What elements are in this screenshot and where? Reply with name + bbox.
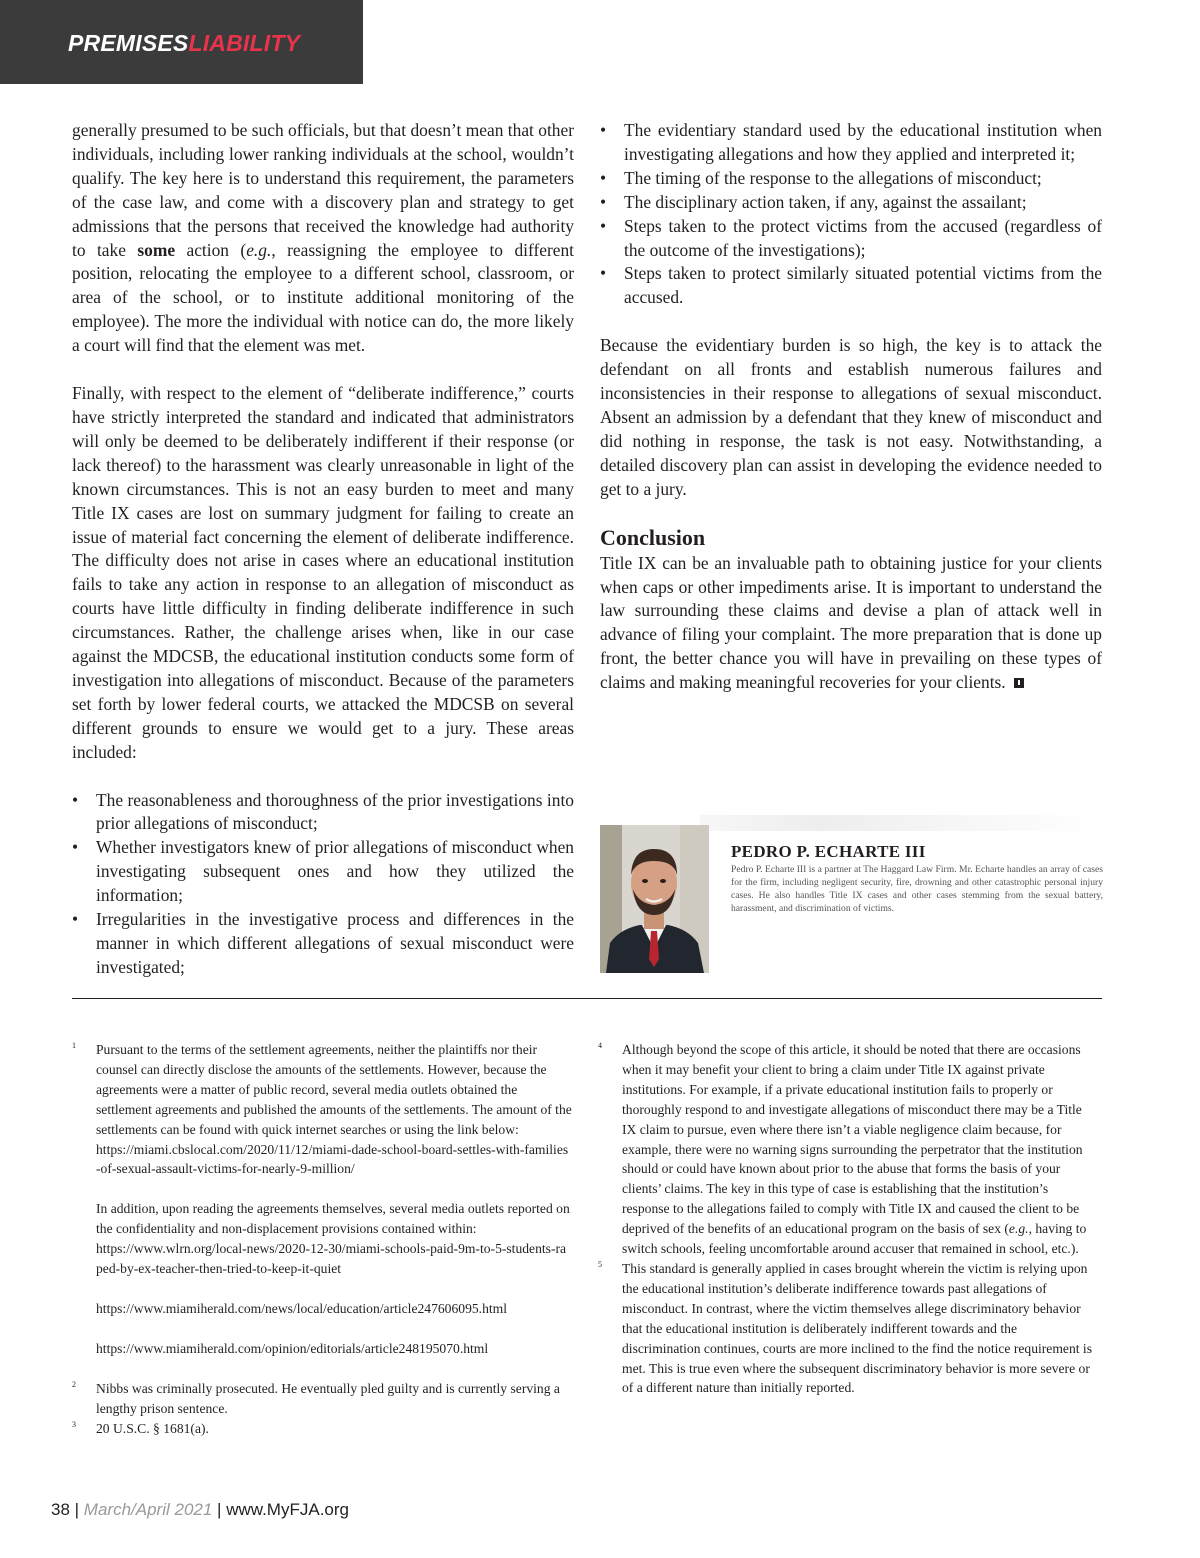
right-column [600,119,1102,695]
footnote-1: 1 Pursuant to the terms of the settlement agreements, neither the plaintiffs nor their counsel can directly disclose the amounts of the settlements. However, because the agreements were a matter of public record, several media outlets obtained the settlement agreements and published the amounts of the settlements. The amount of the settlements can be found with quick internet searches or using the link below: https://miami.cbslocal.com/2020/11/12/miami-dade-school-board-settles-with-families-of-sexual-assault-victims-for-nearly-9-million/ In addition, upon reading the agreements themselves, several media outlets reported on the confidentiality and non-displacement provisions contained within: https://www.wlrn.org/local-news/2020-12-30/miami-schools-paid-9m-to-5-students-raped-by-ex-teacher-then-tried-to-keep-it-quiet https://www.miamiherald.com/news/local/education/article247606095.html https://www.miamiherald.com/opinion/editorials/article248195070.html [72,1040,572,1359]
footnote-2: 2 Nibbs was criminally prosecuted. He eventually pled guilty and is currently serving a lengthy prison sentence. [72,1379,560,1416]
header-bar [0,0,363,84]
list-item: • The timing of the response to the allegations of misconduct; [600,167,1102,191]
footnote-link[interactable]: https://miami.cbslocal.com/2020/11/12/miami-dade-school-board-settles-with-families-of-sexual-assault-victims-for-nearly-9-million/ [96,1141,569,1177]
list-item: • Steps taken to protect similarly situated potential victims from the accused. [600,262,1102,310]
list-item: • The reasonableness and thoroughness of the prior investigations into prior allegations of misconduct; [72,789,574,837]
footnotes-left [72,1040,572,1439]
footnote-number: 3 [72,1419,76,1429]
end-of-article-icon [1014,678,1024,688]
conclusion-heading: Conclusion [600,524,706,550]
author-description: Pedro P. Echarte III is a partner at The Haggard Law Firm. Mr. Echarte handles an array of cases for the firm, including negligent security, fire, drowning and other catastrophic personal injury cases. He also handles Title IX cases and other cases stemming from the sexual battery, harassment, and discrimination of victims. [731,864,1103,914]
footnote-number: 1 [72,1041,76,1050]
footnote-link[interactable]: https://www.miamiherald.com/opinion/editorials/article248195070.html [96,1340,489,1356]
website-link[interactable]: www.MyFJA.org [226,1500,349,1519]
conclusion-paragraph: Title IX can be an invaluable path to obtaining justice for your clients when caps or other impediments arise. It is important to understand the law surrounding these claims and devise a plan of attack well in advance of filing your complaint. The more preparation that is done up front, the better chance you will have in prevailing on these types of claims and making meaningful recoveries for your clients. [600,552,1102,693]
section-title: PREMISESLIABILITY [68,30,301,56]
footnote-link[interactable]: https://www.miamiherald.com/news/local/education/article247606095.html [96,1300,507,1316]
author-photo [600,825,709,973]
list-item: • Irregularities in the investigative process and differences in the manner in which different allegations of sexual misconduct were investigated; [72,908,574,980]
list-item: • Steps taken to the protect victims from the accused (regardless of the outcome of the investigations); [600,215,1102,263]
left-paragraph-1: generally presumed to be such officials, but that doesn’t mean that other individuals, including lower ranking individuals at the school, wouldn’t qualify. The key here is to understand this requirement, the parameters of the case law, and come with a discovery plan and strategy to get admissions that the persons that received the knowledge had authority to take some action (e.g., reassigning the employee to different position, relocating the employee to a different school, classroom, or area of the school, or to institute additional monitoring of the employee). The more the individual with notice can do, the more likely a court will find that the element was met. [72,120,574,356]
list-item: • The evidentiary standard used by the educational institution when investigating allegations and how they applied and interpreted it; [600,119,1102,167]
right-paragraph-1: Because the evidentiary burden is so high, the key is to attack the defendant on all fronts and establish numerous failures and inconsistencies in their response to allegations of sexual misconduct. Absent an admission by a defendant that they knew of misconduct and did nothing in response, the task is not easy. Notwithstanding, a detailed discovery plan can assist in developing the evidence needed to get to a jury. [600,335,1102,499]
footnote-number: 5 [598,1259,602,1269]
author-bio [600,815,1102,975]
page-number: 38 [51,1500,70,1519]
page-footer: 38 | March/April 2021 | www.MyFJA.org [51,1500,349,1519]
issue-date: March/April 2021 [83,1500,213,1519]
footnote-link[interactable]: https://www.wlrn.org/local-news/2020-12-30/miami-schools-paid-9m-to-5-students-raped-by-ex-teacher-then-tried-to-keep-it-quiet [96,1241,567,1277]
footnote-number: 2 [72,1379,76,1389]
footnotes-right [598,1040,1098,1398]
author-name: PEDRO P. ECHARTE III [731,842,926,861]
list-item: • Whether investigators knew of prior allegations of misconduct when investigating subsequent ones and how they utilized the information; [72,836,574,908]
left-column [72,119,574,980]
footnote-3: 3 20 U.S.C. § 1681(a). [72,1419,209,1436]
right-bullet-list [600,119,1102,310]
left-paragraph-2: Finally, with respect to the element of “deliberate indifference,” courts have strictly interpreted the standard and indicated that administrators will only be deemed to be deliberately indifferent if their response (or lack thereof) to the harassment was clearly unreasonable in light of the known circumstances. This is not an easy burden to meet and many Title IX cases are lost on summary judgment for failing to create an issue of material fact concerning the element of deliberate indifference. The difficulty does not arise in cases where an educational institution fails to take any action in response to an allegation of misconduct as courts have little difficulty in finding deliberate indifference in such circumstances. Rather, the challenge arises when, like in our case against the MDCSB, the educational institution conducts some form of investigation into allegations of misconduct. Because of the parameters set forth by lower federal courts, we attacked the MDCSB on several different grounds to ensure we would get to a jury. These areas included: [72,383,574,762]
footnote-number: 4 [598,1041,602,1050]
footnote-divider [72,998,1102,999]
footnote-5: 5 This standard is generally applied in cases brought wherein the victim is relying upon the educational institution’s deliberate indifference towards past allegations of misconduct. In contrast, where the victim themselves allege discriminatory behavior that the educational institution is deliberately indifferent towards and the discrimination continues, courts are more inclined to the find the notice requirement is met. This is true even where the subsequent discriminatory behavior is more severe or of a different nature than initially reported. [598,1259,1092,1396]
bio-band [700,815,1102,831]
footnote-4: 4 Although beyond the scope of this article, it should be noted that there are occasions when it may benefit your client to bring a claim under Title IX against private institutions. For example, if a private educational institution fails to properly or thoroughly respond to and investigate allegations of misconduct there may be a Title IX claim to pursue, even where there isn’t a viable negligence claim because, for example, there were no warning signs surrounding the perpetrator that the institution should or could have known about prior to the abuse that forms the basis of your clients’ claims. The key in this type of case is establishing that the institution’s response to the allegations failed to comply with Title IX and caused the client to be deprived of the benefits of an educational program on the basis of sex (e.g., having to switch schools, feeling uncomfortable around accuser that remained in school, etc.). [598,1041,1087,1257]
left-bullet-list [72,789,574,980]
list-item: • The disciplinary action taken, if any, against the assailant; [600,191,1102,215]
